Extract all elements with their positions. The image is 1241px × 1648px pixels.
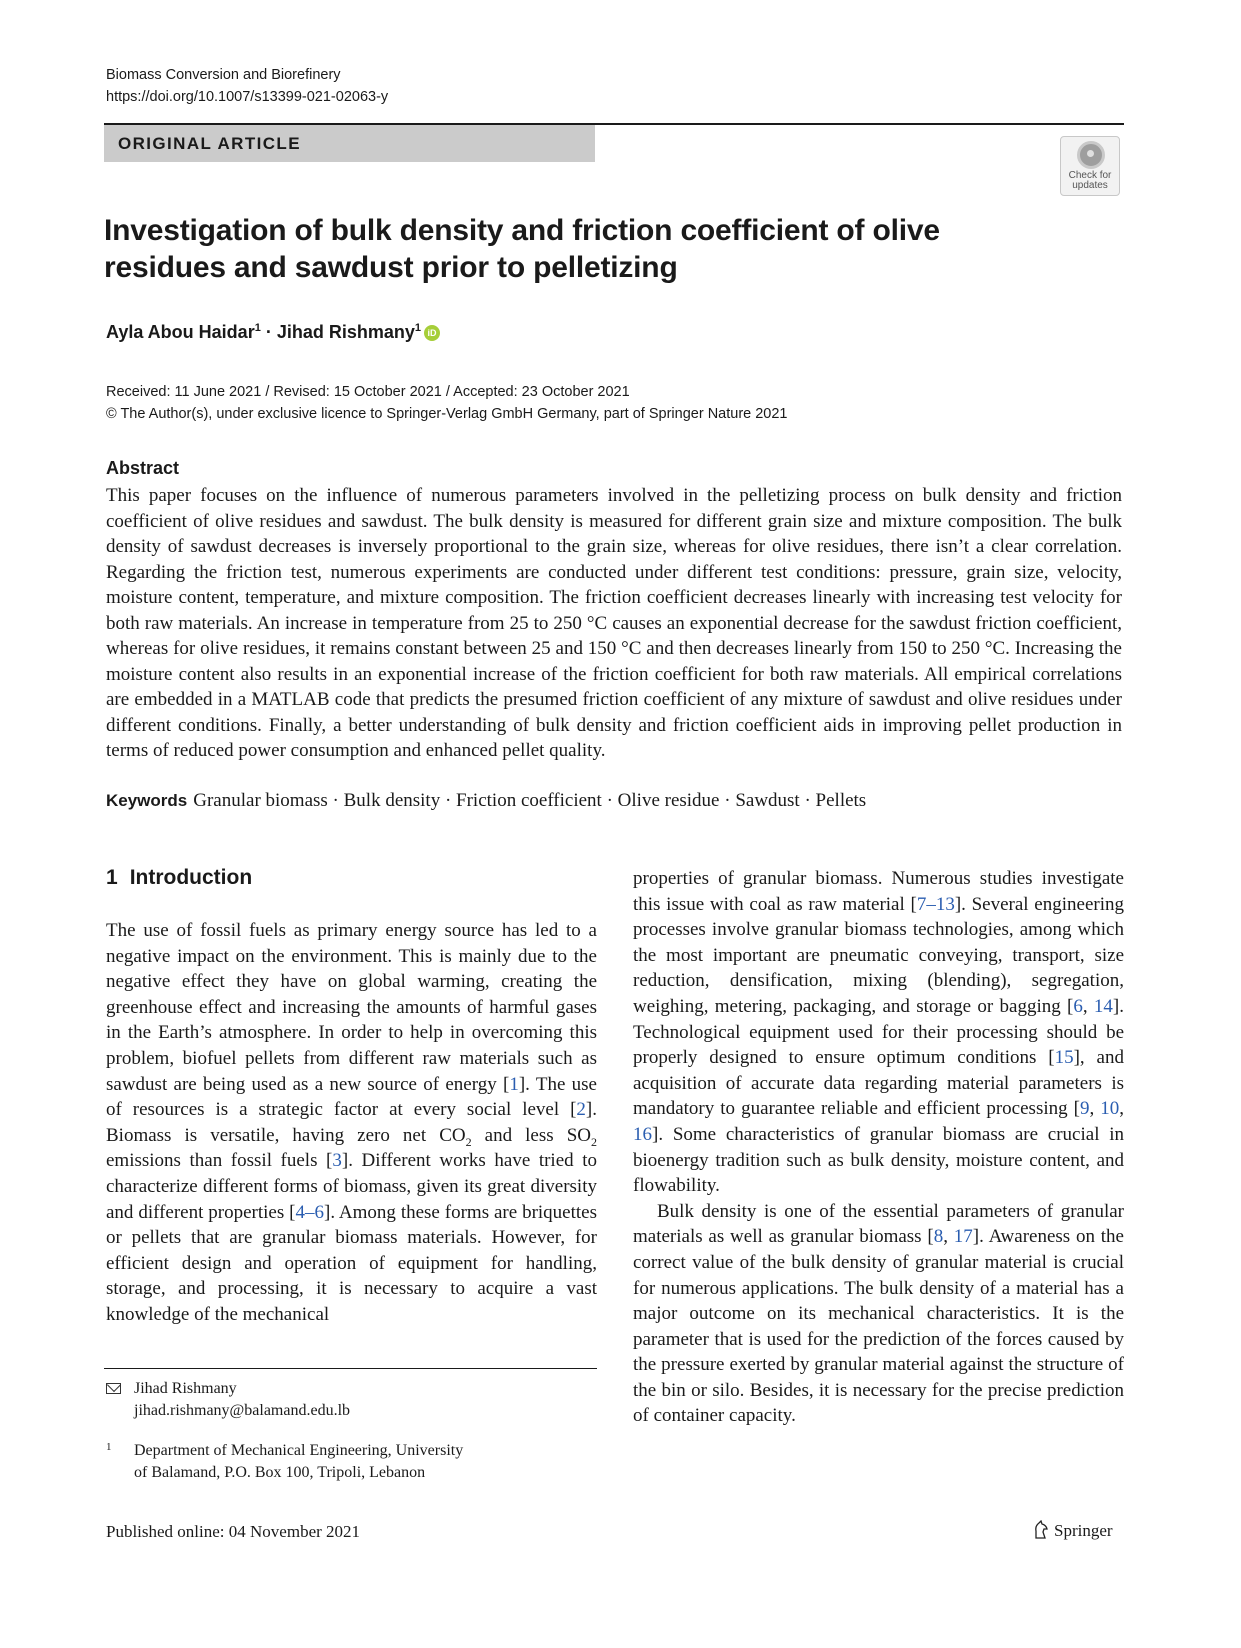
citation-link[interactable]: 2 xyxy=(576,1099,586,1121)
article-type-band xyxy=(104,125,595,162)
affiliation-line: Department of Mechanical Engineering, University xyxy=(134,1442,464,1459)
body-text: ]. Biomass is versatile, having zero net CO xyxy=(106,1099,597,1146)
article-type-label: ORIGINAL ARTICLE xyxy=(118,134,301,153)
paragraph xyxy=(106,918,597,1328)
citation-link[interactable]: 7–13 xyxy=(916,893,955,915)
body-text: ]. The use of resources is a strategic factor at every social level [ xyxy=(106,1073,597,1121)
article-history xyxy=(106,381,788,425)
check-updates-line2: updates xyxy=(1072,180,1108,191)
affiliation-marker: 1 xyxy=(414,322,421,334)
citation-link[interactable]: 6 xyxy=(1073,995,1083,1017)
author-name[interactable]: Ayla Abou Haidar xyxy=(106,322,255,342)
keywords-label: Keywords xyxy=(106,791,188,810)
paragraph xyxy=(633,866,1124,1199)
author-separator: · xyxy=(260,322,277,342)
subscript: 2 xyxy=(465,1134,472,1149)
body-text: , xyxy=(1089,1098,1101,1120)
body-text: ]. Different works have tried to characterize different forms of biomass, given its great diversity and different properties [ xyxy=(106,1150,597,1223)
affiliation-line: of Balamand, P.O. Box 100, Tripoli, Lebanon xyxy=(134,1464,426,1481)
subscript: 2 xyxy=(591,1134,597,1149)
body-text: properties of granular biomass. Numerous studies investigate this issue with coal as raw material [ xyxy=(633,868,1124,915)
section-heading xyxy=(106,866,252,890)
publisher-name: Springer xyxy=(1054,1521,1113,1540)
citation-link[interactable]: 10 xyxy=(1100,1098,1120,1120)
affiliation-number: 1 xyxy=(106,1441,112,1453)
body-text: ], and acquisition of accurate data regarding material parameters is mandatory to guarantee reliable and efficient processing [ xyxy=(633,1047,1124,1120)
corresponding-email[interactable]: jihad.rishmany@balamand.edu.lb xyxy=(134,1402,351,1419)
affiliation-marker: 1 xyxy=(254,322,261,334)
history-dates: Received: 11 June 2021 / Revised: 15 October 2021 / Accepted: 23 October 2021 xyxy=(106,384,630,400)
article-title: Investigation of bulk density and friction coefficient of olive residues and sawdust prior to pelletizing xyxy=(104,214,940,284)
citation-link[interactable]: 17 xyxy=(953,1226,973,1248)
citation-link[interactable]: 9 xyxy=(1079,1098,1090,1120)
journal-header xyxy=(106,64,388,108)
body-text: The use of fossil fuels as primary energy source has led to a negative impact on the environment. This is mainly due to the negative effect they have on global warming, creating the greenhouse effect and increasing the amounts of harmful gases in the Earth’s atmosphere. In order to help in overcoming this problem, biofuel pellets from different raw materials such as sawdust are being used as a new source of energy [ xyxy=(106,920,597,1095)
citation-link[interactable]: 15 xyxy=(1054,1047,1074,1069)
doi-link[interactable]: https://doi.org/10.1007/s13399-021-02063-y xyxy=(106,89,389,105)
corresponding-name: Jihad Rishmany xyxy=(134,1380,237,1397)
abstract-text: This paper focuses on the influence of numerous parameters involved in the pelletizing process on bulk density and friction coefficient of olive residues and sawdust. The bulk density is measured for different grain size and mixture composition. The bulk density of sawdust decreases is inversely proportional to the grain size, whereas for olive residues, there isn’t a clear correlation. Regarding the friction test, numerous experiments are conducted under different test conditions: pressure, grain size, velocity, moisture content, temperature, and mixture composition. The friction coefficient decreases linearly with increasing test velocity for both raw materials. An increase in temperature from 25 to 250 °C causes an exponential decrease for the sawdust friction coefficient, whereas for olive residues, it remains constant between 25 and 150 °C and then decreases linearly from 150 to 250 °C. Increasing the moisture content also results in an exponential increase of the friction coefficient for both raw materials. All empirical correlations are embedded in a MATLAB code that predicts the presumed friction coefficient of any mixture of sawdust and olive residues under different conditions. Finally, a better understanding of bulk density and friction coefficient aids in improving pellet production in terms of reduced power consumption and enhanced pellet quality. xyxy=(106,485,1122,761)
citation-link[interactable]: 16 xyxy=(633,1123,652,1145)
citation-link[interactable]: 8 xyxy=(933,1226,944,1248)
keywords xyxy=(106,790,866,812)
body-text: and less SO xyxy=(471,1124,591,1146)
citation-link[interactable]: 4–6 xyxy=(295,1201,324,1223)
body-text: ]. Some characteristics of granular biomass are crucial in bioenergy tradition such as bulk density, moisture content, and flowability. xyxy=(633,1123,1124,1197)
published-date: Published online: 04 November 2021 xyxy=(106,1522,361,1541)
abstract-heading: Abstract xyxy=(106,458,180,478)
check-updates-circle xyxy=(1077,141,1105,169)
body-text: , xyxy=(943,1226,954,1248)
body-text: ]. Awareness on the correct value of the bulk density of granular material is crucial for numerous applications. The bulk density of a material has a major outcome on its mechanical characteristics. It is the parameter that is used for the prediction of the forces caused by the pressure exerted by granular material against the structure of the bin or silo. Besides, it is necessary for the precise prediction of container capacity. xyxy=(633,1226,1124,1427)
paragraph xyxy=(633,1199,1124,1429)
right-column xyxy=(633,866,1124,1429)
author-name[interactable]: Jihad Rishmany xyxy=(276,322,415,342)
journal-name: Biomass Conversion and Biorefinery xyxy=(106,67,341,83)
body-text: , xyxy=(1119,1098,1124,1120)
left-column xyxy=(106,918,597,1328)
publisher-logo[interactable] xyxy=(1032,1520,1113,1541)
envelope-icon xyxy=(106,1383,121,1394)
check-updates-label xyxy=(1061,171,1119,191)
corresponding-author xyxy=(106,1378,350,1422)
author-list xyxy=(106,322,440,343)
body-text: ]. Technological equipment used for their processing should be properly designed to ensure optimum conditions [ xyxy=(633,995,1124,1069)
citation-link[interactable]: 1 xyxy=(509,1073,519,1095)
affiliation xyxy=(106,1440,463,1484)
springer-horse-icon xyxy=(1032,1520,1050,1540)
body-text: ]. Several engineering processes involve granular biomass technologies, among which the most important are pneumatic conveying, transport, size reduction, densification, mixing (blending), segregation, weighing, metering, packaging, and storage or bagging [ xyxy=(633,893,1124,1017)
section-title: Introduction xyxy=(129,866,253,889)
footnote-rule xyxy=(104,1368,597,1369)
check-updates-line1: Check for xyxy=(1068,170,1112,181)
check-for-updates-badge-icon[interactable] xyxy=(1060,136,1120,196)
body-text: Bulk density is one of the essential parameters of granular materials as well as granular biomass [ xyxy=(633,1200,1124,1248)
orcid-icon[interactable]: iD xyxy=(424,325,440,341)
keywords-list: Granular biomass · Bulk density · Friction coefficient · Olive residue · Sawdust · Pellets xyxy=(193,790,867,811)
body-text: , xyxy=(1082,995,1094,1017)
citation-link[interactable]: 3 xyxy=(332,1150,342,1172)
copyright-notice: © The Author(s), under exclusive licence to Springer-Verlag GmbH Germany, part of Springer Nature 2021 xyxy=(106,406,788,422)
body-text: ]. Among these forms are briquettes or pellets that are granular biomass materials. However, for efficient design and operation of equipment for handling, storage, and processing, it is necessary to acquire a vast knowledge of the mechanical xyxy=(106,1201,598,1325)
citation-link[interactable]: 14 xyxy=(1093,995,1113,1017)
section-number: 1 xyxy=(106,866,118,889)
body-text: emissions than fossil fuels [ xyxy=(106,1150,333,1172)
